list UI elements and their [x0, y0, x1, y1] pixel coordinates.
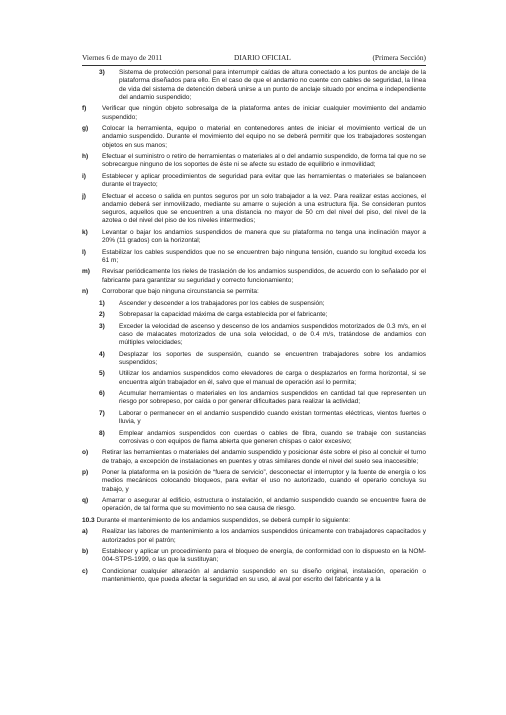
item-label: i) [82, 172, 86, 180]
list-item [82, 351, 426, 368]
list-item [82, 105, 426, 122]
item-text: Emplear andamios suspendidos con cuerdas o cables de fibra, cuando se trabaje con sustancias corrosivas o con equipos de flama abierta que generen chispas o calor excesivo; [119, 429, 426, 445]
section-text: Durante el mantenimiento de los andamios suspendidos, se deberá cumplir lo siguiente: [96, 516, 351, 524]
item-text: Verificar que ningún objeto sobresalga de la plataforma antes de iniciar cualquier movimiento del andamio suspendido; [102, 105, 426, 121]
list-item [82, 125, 426, 150]
page-header [82, 53, 426, 65]
document-body [82, 69, 426, 588]
item-text: Sistema de protección personal para interrumpir caídas de altura conectado a los puntos de anclaje de la plataforma diseñados para ello. En el caso de que el andamio no cuente con cables de seguridad, la línea de vida del sistema de detención deberá unirse a un punto de anclaje situado por encima e independiente del andamio suspendido; [119, 69, 426, 101]
item-text: Establecer y aplicar procedimientos de seguridad para evitar que las herramientas o materiales se balanceen durante el trayecto; [102, 172, 426, 188]
list-item [82, 469, 426, 494]
provisions-list [82, 69, 426, 514]
list-item [82, 153, 426, 170]
item-label: b) [82, 548, 89, 555]
item-label: p) [82, 469, 89, 476]
item-label: q) [82, 497, 89, 504]
item-label: j) [82, 192, 86, 200]
list-item [82, 288, 426, 296]
item-text: Desplazar los soportes de suspensión, cuando se encuentren trabajadores sobre los andamios suspendidos; [119, 350, 426, 366]
item-text: Estabilizar los cables suspendidos que no se encuentren bajo ninguna tensión, cuando su longitud exceda los 61 m; [102, 248, 426, 264]
item-label: a) [82, 528, 88, 536]
item-text: Utilizar los andamios suspendidos como elevadores de carga o desplazarlos en forma horizontal, si se encuentra algún trabajador en él, salvo que el manual de operación así lo permita; [119, 370, 426, 386]
list-item [82, 449, 426, 466]
item-text: Colocar la herramienta, equipo o material en contenedores antes de iniciar el movimiento vertical de un andamio suspendido. Durante el movimiento del equipo no se deberá permitir que los trabajadores sostengan objetos en sus manos; [102, 125, 426, 149]
item-label: h) [82, 153, 89, 160]
item-text: Realizar las labores de mantenimiento a los andamios suspendidos únicamente con trabajadores capacitados y autorizados por el patrón; [102, 528, 426, 544]
list-item [82, 548, 426, 565]
item-label: 3) [99, 322, 105, 330]
item-label: 7) [99, 409, 105, 417]
list-item [82, 568, 426, 585]
list-item [82, 300, 426, 308]
item-text: Retirar las herramientas o materiales del andamio suspendido y posicionar éste sobre el piso al concluir el turno de trabajo, a excepción de instalaciones en puentes y otras similares donde el nivel del suelo sea inaccesible; [102, 449, 426, 465]
list-item [82, 229, 426, 246]
header-date: Viernes 6 de mayo de 2011 [82, 53, 163, 62]
item-text: Laborar o permanecer en el andamio suspendido cuando existan tormentas eléctricas, vientos fuertes o lluvia, y [119, 409, 426, 425]
item-label: f) [82, 105, 87, 113]
item-label: g) [82, 125, 89, 132]
item-label: 1) [99, 299, 105, 307]
item-text: Condicionar cualquier alteración al andamio suspendido en su diseño original, instalación, operación o mantenimiento, que pueda afectar la seguridad en su uso, al aval por escrito del fabricante y a la [102, 567, 426, 583]
item-text: Acumular herramientas o materiales en los andamios suspendidos en cantidad tal que representen un riesgo por sobrepeso, por caída o por generar dificultades para realizar la actividad; [119, 390, 426, 406]
item-label: k) [82, 228, 88, 236]
list-item [82, 497, 426, 514]
list-item [82, 430, 426, 447]
item-text: Exceder la velocidad de ascenso y descenso de los andamios suspendidos motorizados de 0.3 m/s, en el caso de malacates motorizados de una sola velocidad, o de 0.4 m/s, tratándose de andamios con múltiples velocidades; [119, 322, 426, 346]
item-text: Levantar o bajar los andamios suspendidos de manera que su plataforma no tenga una inclinación mayor a 20% (11 grados) con la horizontal; [102, 228, 426, 244]
item-label: 6) [99, 390, 105, 397]
item-text: Corroborar que bajo ninguna circunstancia se permita: [102, 288, 259, 295]
list-item [82, 323, 426, 348]
item-text: Revisar periódicamente los rieles de traslación de los andamios suspendidos, de acuerdo con lo señalado por el fabricante para garantizar su seguridad y correcto funcionamiento; [102, 268, 426, 284]
item-text: Establecer y aplicar un procedimiento para el bloqueo de energía, de conformidad con lo dispuesto en la NOM-004-STPS-1999, o las que la sustituyan; [102, 548, 426, 564]
item-text: Efectuar el suministro o retiro de herramientas o materiales al o del andamio suspendido, de forma tal que no se sobrecargue ninguno de los soportes de éste ni se afecte su estado de equilibrio e inmovilidad; [102, 153, 426, 169]
item-text: Poner la plataforma en la posición de “fuera de servicio”, desconectar el interruptor y la fuente de energía o los medios mecánicos colocando bloqueos, para evitar el uso no autorizado, cuando el operario concluya su trabajo, y [102, 469, 426, 493]
item-label: o) [82, 449, 89, 457]
list-item [82, 390, 426, 407]
section-number: 10.3 [82, 516, 95, 524]
item-label: c) [82, 567, 88, 575]
item-text: Sobrepasar la capacidad máxima de carga establecida por el fabricante; [119, 311, 328, 318]
item-label: 4) [99, 350, 105, 358]
section-paragraph [82, 517, 426, 525]
list-item [82, 370, 426, 387]
list-item [82, 311, 426, 319]
item-text: Amarrar o asegurar al edificio, estructura o instalación, el andamio suspendido cuando se encuentre fuera de operación, de tal forma que su movimiento no sea causa de riesgo. [102, 497, 426, 513]
header-section: (Primera Sección) [372, 53, 426, 62]
header-rule [82, 65, 426, 66]
item-label: 8) [99, 429, 105, 437]
item-label: 2) [99, 311, 105, 318]
list-item [82, 528, 426, 545]
list-item [82, 249, 426, 266]
list-item [82, 173, 426, 190]
item-label: m) [82, 268, 90, 276]
header-publication: DIARIO OFICIAL [234, 53, 291, 62]
list-item [82, 69, 426, 102]
list-item [82, 410, 426, 427]
item-label: l) [82, 248, 86, 256]
item-label: n) [82, 288, 89, 295]
list-item [82, 193, 426, 226]
item-label: 3) [99, 69, 105, 76]
item-label: 5) [99, 370, 105, 378]
item-text: Efectuar el acceso o salida en puntos seguros por un solo trabajador a la vez. Para realizar estas acciones, el andamio deberá ser inmovilizado, mediante su amarre o sujeción a una estructura fija. Se consideran puntos seguros, aquellos que se encuentren a una distancia no mayor de 50 cm del nivel del piso, del nivel de la azotea o del nivel del piso de los niveles intermedios; [102, 192, 426, 225]
item-text: Ascender y descender a los trabajadores por los cables de suspensión; [119, 299, 325, 307]
maintenance-list [82, 528, 426, 584]
list-item [82, 268, 426, 285]
